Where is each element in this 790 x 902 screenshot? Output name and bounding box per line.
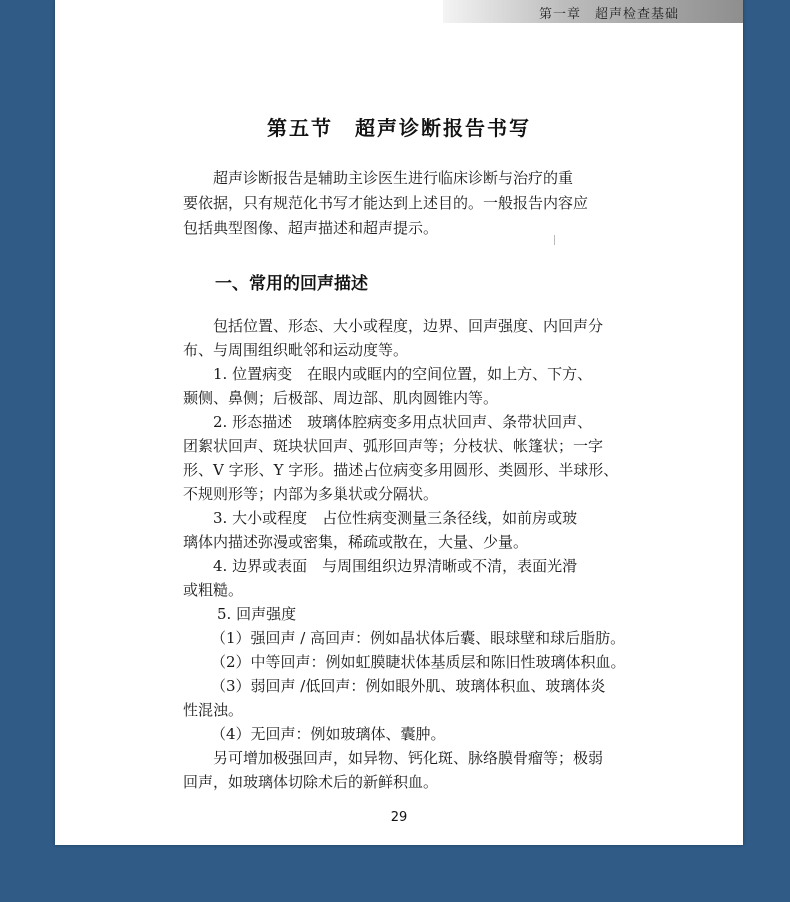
- body-line: 不规则形等；内部为多巢状或分隔状。: [183, 485, 439, 503]
- body-line: 3. 大小或程度 占位性病变测量三条径线，如前房或玻: [213, 509, 578, 527]
- body-line: 璃体内描述弥漫或密集，稀疏或散在，大量、少量。: [183, 533, 529, 551]
- print-mark: [554, 235, 555, 245]
- body-line: 布、与周围组织毗邻和运动度等。: [183, 341, 409, 359]
- body-line: 2. 形态描述 玻璃体腔病变多用点状回声、条带状回声、: [213, 413, 593, 431]
- body-line: 性混浊。: [183, 701, 244, 719]
- body-line: 4. 边界或表面 与周围组织边界清晰或不清，表面光滑: [213, 557, 578, 575]
- body-line: 1. 位置病变 在眼内或眶内的空间位置，如上方、下方、: [213, 365, 593, 383]
- body-line: 颞侧、鼻侧；后极部、周边部、肌肉圆锥内等。: [183, 389, 499, 407]
- body-line: 形、V 字形、Y 字形。描述占位病变多用圆形、类圆形、半球形、: [183, 461, 619, 479]
- section-title: [55, 112, 743, 141]
- book-page: [55, 0, 743, 845]
- body-line: （2）中等回声：例如虹膜睫状体基质层和陈旧性玻璃体积血。: [211, 653, 626, 671]
- intro-line: 超声诊断报告是辅助主诊医生进行临床诊断与治疗的重: [213, 169, 574, 187]
- body-line: （3）弱回声 /低回声：例如眼外肌、玻璃体积血、玻璃体炎: [211, 677, 606, 695]
- body-line: 回声，如玻璃体切除术后的新鲜积血。: [183, 773, 439, 791]
- intro-line: 要依据，只有规范化书写才能达到上述目的。一般报告内容应: [183, 194, 589, 212]
- body-line: 另可增加极强回声，如异物、钙化斑、脉络膜骨瘤等；极弱: [213, 749, 604, 767]
- page-number: 29: [390, 810, 408, 825]
- intro-line: 包括典型图像、超声描述和超声提示。: [183, 219, 439, 237]
- body-line: 或粗糙。: [183, 581, 244, 599]
- body-line: （1）强回声 / 高回声：例如晶状体后囊、眼球壁和球后脂肪。: [211, 629, 626, 647]
- subheading: 一、常用的回声描述: [215, 274, 368, 294]
- section-number: 第五节: [267, 116, 333, 140]
- section-name: 超声诊断报告书写: [355, 116, 531, 140]
- body-line: 包括位置、形态、大小或程度，边界、回声强度、内回声分: [213, 317, 604, 335]
- body-line: （4）无回声：例如玻璃体、囊肿。: [211, 725, 446, 743]
- body-line: 5. 回声强度: [217, 605, 297, 623]
- body-line: 团絮状回声、斑块状回声、弧形回声等；分枝状、帐篷状；一字: [183, 437, 604, 455]
- running-header: 第一章 超声检查基础: [538, 7, 679, 22]
